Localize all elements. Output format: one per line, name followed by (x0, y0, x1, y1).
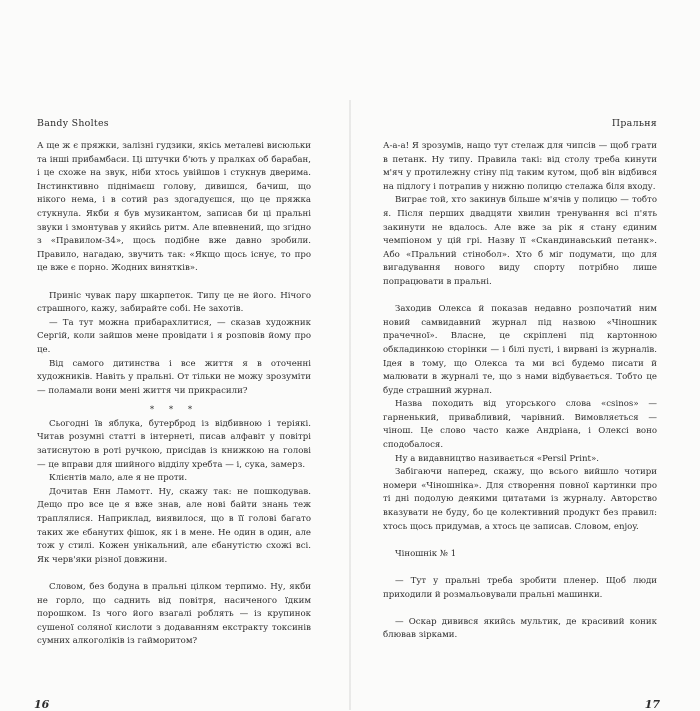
paragraph: Ну а видавництво називається «Persil Print». (395, 453, 599, 464)
running-header-author: Bandy Sholtes (37, 118, 109, 129)
paragraph: — Та тут можна прибарахлитися, — сказав художник Сергій, коли зайшов мене провідати і я розповів йому про це. (37, 317, 311, 355)
paragraph: Назва походить від угорського слова «csinos» — гарненький, привабливий, чарівний. Вимовляється — чінош. Це слово часто каже Андріана, і Олексі воно сподобалося. (383, 399, 657, 451)
book-gutter (349, 100, 351, 710)
paragraph: А-а-а! Я зрозумів, нащо тут стелаж для чипсів — щоб грати в петанк. Ну типу. Правила такі: від столу треба кинути м'яч у протилежну стіну під таким кутом, щоб він відбився на підлогу і потрапив у нижню полицю стелажа біля входу. (383, 141, 657, 192)
page-number: 16 (34, 698, 50, 711)
paragraph: — Тут у пральні треба зробити пленер. Щоб люди приходили й розмальовували пральні машинки. (383, 576, 657, 600)
paragraph: А ще ж є пряжки, залізні гудзики, якісь металеві висюльки та інші прибамбаси. Ці штучки б'ють у пралках об барабан, і це схоже на звук, ніби хтось увійшов і стукнув дверима. Інстинктивно піднімаєш голову, дивишся, бачиш, що нікого нема, і в сотий раз здогадуєшся, що це пряжка стукнула. Якби я був музикантом, записав би ці пральні звуки і змонтував у якийсь ритм. Але впевнений, що згідно з «Правилом-34», щось подібне вже давно зробили. Правило, нагадаю, звучить так: «Якщо щось існує, то про це вже є порно. Жодних винятків». (37, 141, 311, 274)
paragraph: Словом, без бодуна в пральні цілком терпимо. Ну, якби не горло, що саднить від повітря, насиченого їдким порошком. Із чого його взагалі роблять — із крупинок сушеної соляної кислоти з додаванням екстракту токсинів сумних алкоголіків із гайморитом? (37, 582, 311, 647)
paragraph: — Оскар дивився якийсь мультик, де красивий коник блював зірками. (383, 616, 657, 641)
left-page (34, 118, 311, 711)
paragraph: Сьогодні їв яблука, бутерброд із відбивною і теріякі. Читав розумні статті в інтернеті, писав алфавіт у повітрі затиснутою в роті ручкою, присідав із книжкою на голові — це вправи для шийного відділу хребта — і, сука, замерз. (37, 418, 311, 470)
running-header-title: Пральня (611, 118, 657, 129)
paragraph: Заходив Олекса й показав недавно розпочатий ним новий самвидавний журнал під назвою «Чіношник прачечної». Власне, це скріплені під картонною обкладинкою сторінки — і білі пусті, і вирвані із журналів. Ідея в тому, що Олекса та ми всі будемо писати й малювати в журналі те, що з нами відбувається. Тобто це буде страшний журнал. (383, 304, 657, 396)
paragraph: Від самого дитинства і все життя я в оточенні художників. Навіть у пральні. От тільки не можу зрозуміти — поламали вони мені життя чи прикрасили? (37, 358, 311, 396)
paragraph: Приніс чувак пару шкарпеток. Типу це не його. Нічого страшного, кажу, забирайте собі. Не захотів. (37, 290, 311, 315)
paragraph: Забігаючи наперед, скажу, що всього вийшло чотири номери «Чіношніка». Для створення повної картинки про ті дні подолую деякими цитатами із журналу. Авторство вказувати не буду, бо це колективний продукт без правил: хтось щось придумав, а хтось це записав. Словом, enjoy. (383, 467, 657, 532)
page-number: 17 (644, 698, 660, 711)
paragraph: Дочитав Енн Ламотт. Ну, скажу так: не пошкодував. Дещо про все це я вже знав, але нові байти знань теж траплялися. Наприклад, виявилося, що в її голові багато таких же єбанутих фішок, як і в мене. Не один в один, але тож у стилі. Кожен унікальний, але єбанутістю схожі всі. Як черв'яки різної довжини. (37, 486, 311, 565)
issue-heading: Чіношнік № 1 (395, 548, 457, 559)
paragraph: Виграє той, хто закинув більше м'ячів у полицю — тобто я. Після перших двадцяти хвилин тренування всі п'ять закинути не вдалось. Але вже за рік я стану єдиним чемпіоном у цій грі. Назву її «Скандинавський петанк». Або «Пральний стінобол». Хто б міг подумати, що для вигадування нового виду спорту потрібно лише попрацювати в пральні. (383, 195, 657, 287)
paragraph: Клієнтів мало, але я не проти. (49, 473, 188, 484)
section-separator: * * * (149, 405, 199, 416)
left-page-body (37, 140, 311, 649)
right-page (383, 118, 660, 711)
right-page-body (383, 140, 657, 643)
